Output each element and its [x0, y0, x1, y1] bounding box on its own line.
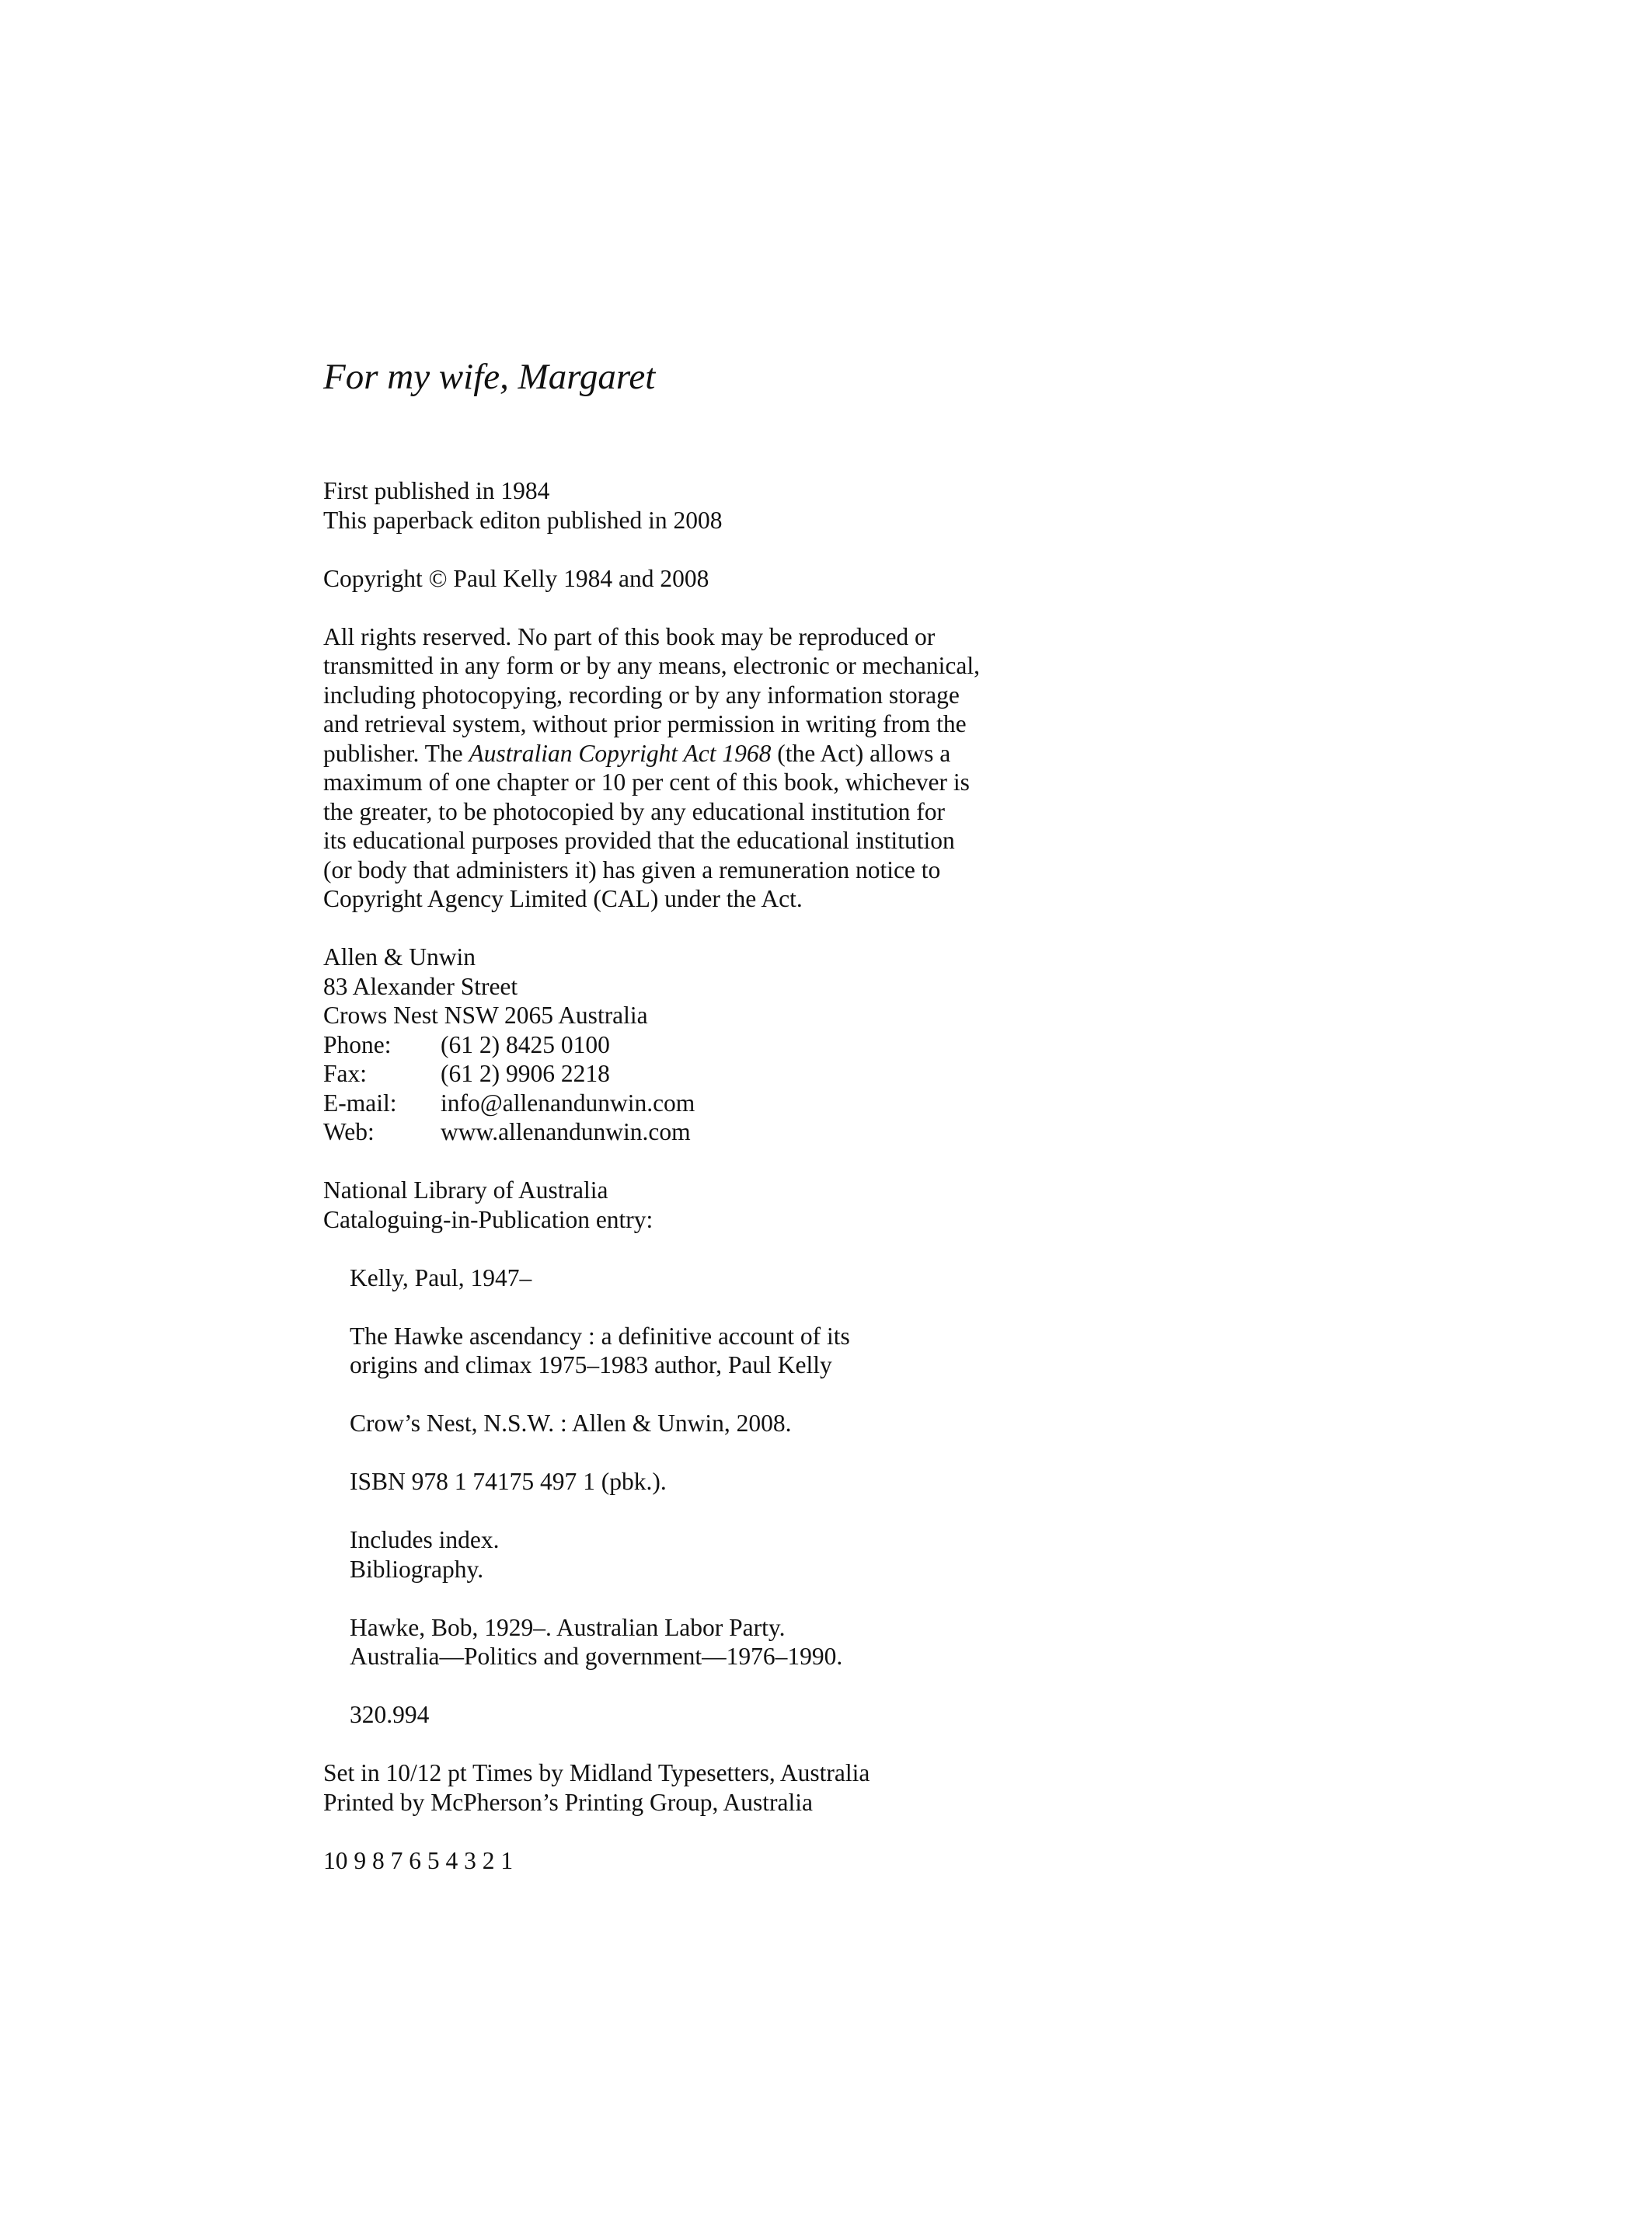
email-label: E-mail:	[323, 1089, 397, 1117]
cip-subjects: Hawke, Bob, 1929–. Australian Labor Party.	[350, 1613, 786, 1641]
cip-subjects: Australia—Politics and government—1976–1990.	[350, 1643, 843, 1670]
fax-row	[323, 1059, 980, 1089]
rights-line: maximum of one chapter or 10 per cent of this book, whichever is	[323, 768, 970, 796]
phone-value: (61 2) 8425 0100	[441, 1030, 610, 1058]
cip-heading: Cataloguing-in-Publication entry:	[323, 1205, 653, 1233]
paperback-edition: This paperback editon published in 2008	[323, 506, 723, 534]
cip-entry	[323, 1176, 980, 1730]
rights-line: Copyright Agency Limited (CAL) under the Act.	[323, 885, 803, 912]
copyright-page	[323, 0, 1411, 2220]
act-title: Australian Copyright Act 1968	[469, 739, 772, 767]
rights-line: the greater, to be photocopied by any educational institution for	[323, 797, 946, 825]
copyright-notice: Copyright © Paul Kelly 1984 and 2008	[323, 564, 709, 592]
typeset-info: Set in 10/12 pt Times by Midland Typesetters, Australia	[323, 1759, 870, 1786]
cip-title: The Hawke ascendancy : a definitive account of its	[350, 1322, 850, 1350]
publisher-street: 83 Alexander Street	[323, 972, 518, 1000]
rights-line: All rights reserved. No part of this book may be reproduced or	[323, 622, 936, 650]
phone-label: Phone:	[323, 1030, 392, 1058]
printer-info: Printed by McPherson’s Printing Group, Australia	[323, 1788, 813, 1816]
email-row	[323, 1089, 980, 1118]
first-published: First published in 1984	[323, 477, 550, 504]
cip-notes: Bibliography.	[350, 1555, 484, 1583]
cip-dewey: 320.994	[350, 1701, 430, 1728]
rights-text: (the Act) allows a	[771, 739, 951, 767]
rights-line: its educational purposes provided that the educational institution	[323, 827, 955, 854]
cip-imprint: Crow’s Nest, N.S.W. : Allen & Unwin, 2008.	[350, 1410, 792, 1437]
web-label: Web:	[323, 1118, 375, 1145]
rights-text: publisher. The	[323, 739, 469, 767]
fax-label: Fax:	[323, 1060, 368, 1087]
cip-title: origins and climax 1975–1983 author, Paul Kelly	[350, 1351, 832, 1378]
email-value: info@allenandunwin.com	[441, 1089, 695, 1117]
cip-isbn: ISBN 978 1 74175 497 1 (pbk.).	[350, 1468, 667, 1495]
rights-notice	[323, 622, 980, 914]
rights-line: including photocopying, recording or by any information storage	[323, 681, 960, 709]
publisher-city: Crows Nest NSW 2065 Australia	[323, 1002, 648, 1029]
imprint-text	[323, 476, 980, 1875]
publisher-name: Allen & Unwin	[323, 943, 476, 971]
rights-line: (or body that administers it) has given a remuneration notice to	[323, 856, 941, 883]
fax-value: (61 2) 9906 2218	[441, 1060, 610, 1087]
rights-line	[323, 739, 980, 768]
cip-heading: National Library of Australia	[323, 1176, 608, 1204]
web-value: www.allenandunwin.com	[441, 1118, 691, 1145]
rights-line: and retrieval system, without prior permission in writing from the	[323, 710, 967, 737]
rights-line: transmitted in any form or by any means, electronic or mechanical,	[323, 652, 980, 679]
publisher-address	[323, 943, 980, 1147]
web-row	[323, 1117, 980, 1147]
phone-row	[323, 1030, 980, 1060]
printing-line: 10 9 8 7 6 5 4 3 2 1	[323, 1846, 514, 1874]
dedication: For my wife, Margaret	[323, 357, 656, 397]
cip-author: Kelly, Paul, 1947–	[350, 1263, 532, 1291]
cip-notes: Includes index.	[350, 1526, 500, 1553]
